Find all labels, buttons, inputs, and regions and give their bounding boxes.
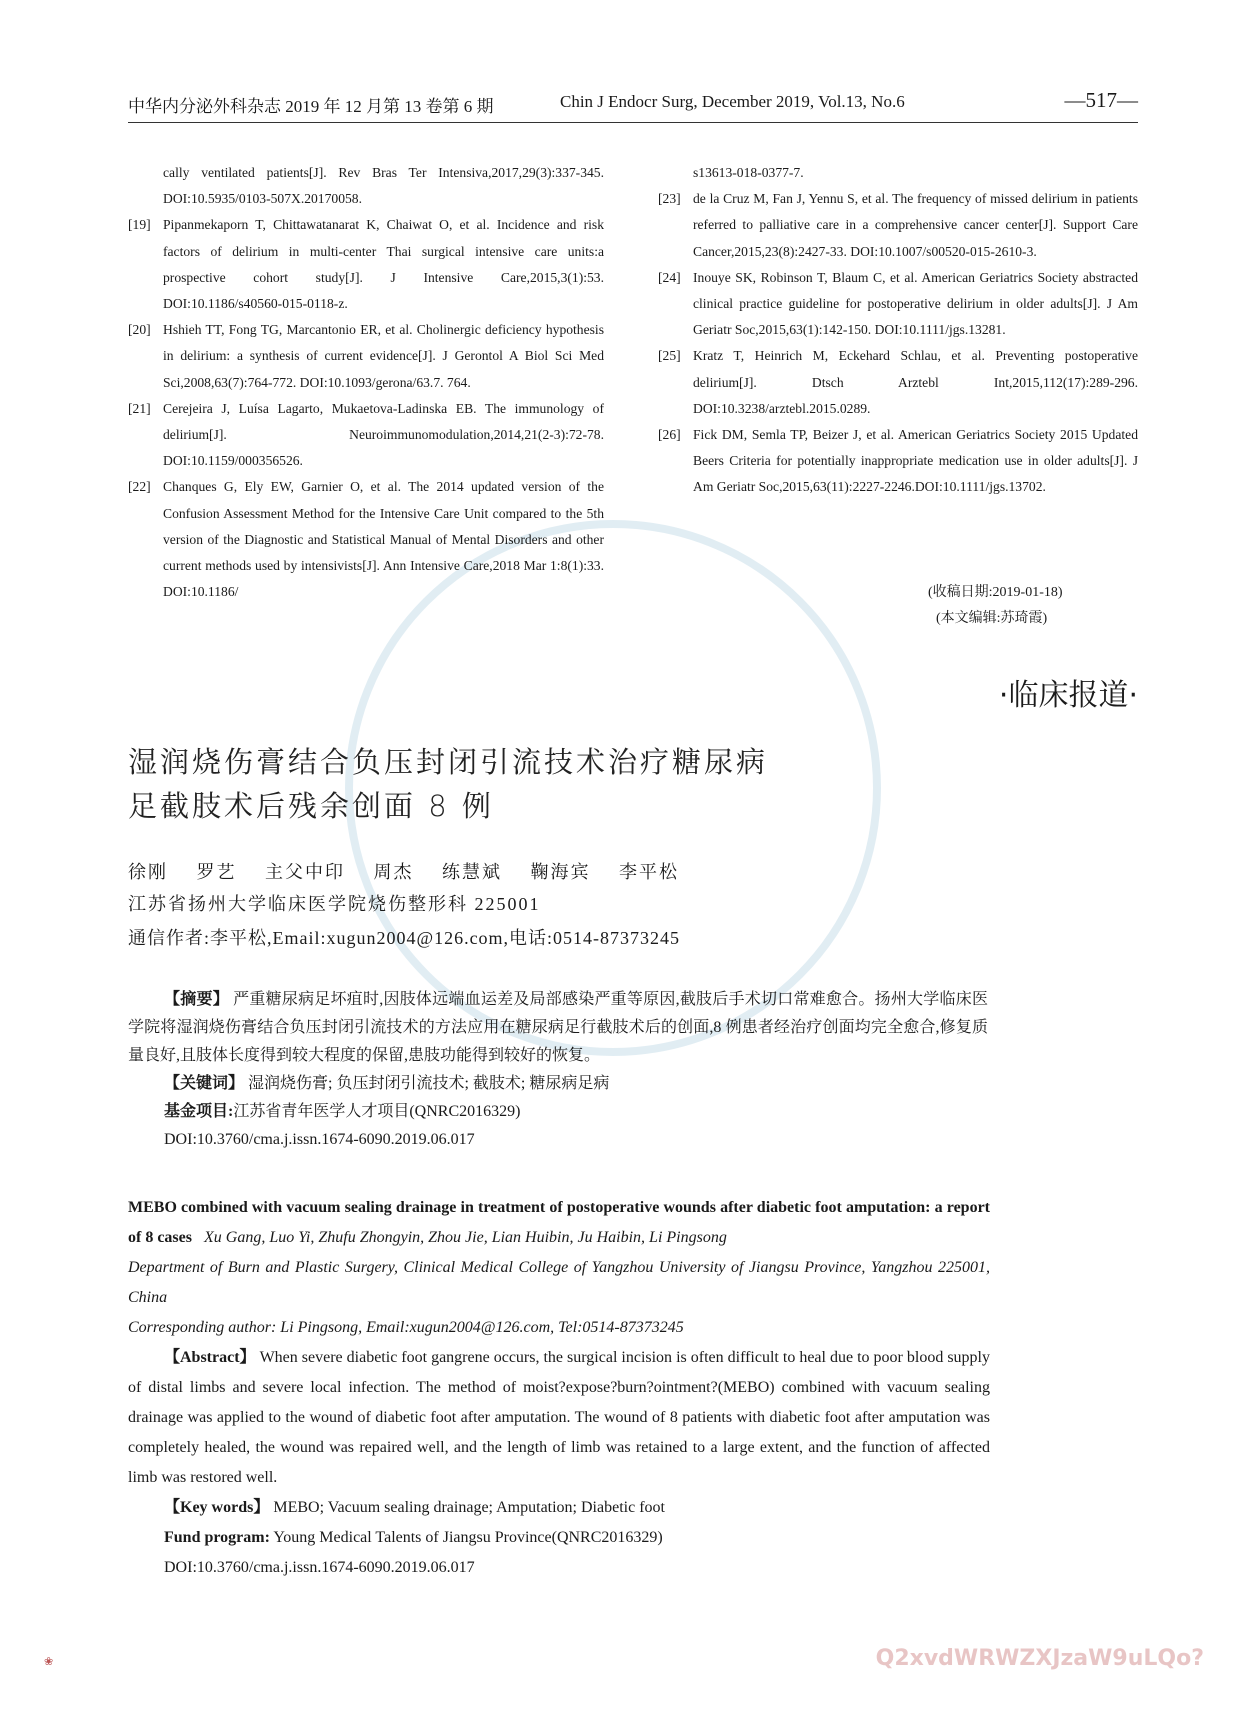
reference-item: [21] Cerejeira J, Luísa Lagarto, Mukaetova-Ladinska EB. The immunology of delirium[J]. Neuroimmunomodulation,2014,21(2-3):72-78. DOI:10.1159/000356526. [128, 400, 604, 469]
english-abstract [128, 1193, 990, 1583]
english-title-line [128, 1193, 990, 1253]
reference-item: [19] Pipanmekaporn T, Chittawatanarat K, Chaiwat O, et al. Incidence and risk factors of delirium in multi-center Thai surgical intensive care units:a prospective cohort study[J]. J Intensive Care,2015,3(1):53. DOI:10.1186/s40560-015-0118-z. [128, 217, 604, 312]
reference-item: s13613-018-0377-7. [693, 165, 804, 180]
doi-line: DOI:10.3760/cma.j.issn.1674-6090.2019.06.017 [164, 1131, 475, 1148]
english-keywords-line [128, 1493, 990, 1523]
title-line: 足截肢术后残余创面 8 例 [128, 789, 494, 823]
abstract-label: 【摘要】 [164, 991, 229, 1008]
references-right-column [658, 160, 1138, 501]
page-number: —517— [1064, 88, 1138, 112]
section-label: ·临床报道· [998, 678, 1138, 713]
english-abstract-label: 【Abstract】 [164, 1349, 256, 1366]
keywords-line [128, 1070, 988, 1098]
footer-watermark-code: Q2xvdWRWZXJzaW9uLQo? [875, 1646, 1204, 1671]
english-fund-label: Fund program: [164, 1529, 270, 1546]
reference-item: [26] Fick DM, Semla TP, Beizer J, et al. American Geriatrics Society 2015 Updated Beers Criteria for potentially inappropriate medication use in older adults[J]. J Am Geriatr Soc,2015,63(11):2227-2246.DOI:10.1111/jgs.13702. [658, 427, 1138, 495]
english-keywords-label: 【Key words】 [164, 1499, 270, 1516]
reference-item: [20] Hshieh TT, Fong TG, Marcantonio ER, et al. Cholinergic deficiency hypothesis in delirium: a synthesis of current evidence[J]. J Gerontol A Biol Sci Med Sci,2008,63(7):764-772. DOI:10.1093/gerona/63.7. 764. [128, 322, 604, 390]
received-date: (收稿日期:2019-01-18) [928, 585, 1063, 600]
english-title: MEBO combined with vacuum sealing drainage in treatment of postoperative wounds after diabetic foot amputation: a report of 8 cases [128, 1199, 990, 1246]
english-fund-text: Young Medical Talents of Jiangsu Province(QNRC2016329) [273, 1529, 663, 1546]
fund-label: 基金项目: [164, 1103, 234, 1120]
editor-note: (本文编辑:苏琦霞) [936, 611, 1048, 626]
keywords-label: 【关键词】 [164, 1075, 245, 1092]
english-authors: Xu Gang, Luo Yi, Zhufu Zhongyin, Zhou Jie, Lian Huibin, Ju Haibin, Li Pingsong [203, 1229, 727, 1246]
running-header [128, 88, 1138, 120]
header-journal-en: Chin J Endocr Surg, December 2019, Vol.13, No.6 [560, 92, 905, 111]
reference-item: [23] de la Cruz M, Fan J, Yennu S, et al. The frequency of missed delirium in patients referred to palliative care in a comprehensive cancer center[J]. Support Care Cancer,2015,23(8):2427-33. DOI:10.1007/s00520-015-2610-3. [658, 191, 1138, 259]
title-line: 湿润烧伤膏结合负压封闭引流技术治疗糖尿病 [128, 745, 769, 779]
header-rule [128, 122, 1138, 123]
abstract-text: 严重糖尿病足坏疽时,因肢体远端血运差及局部感染严重等原因,截肢后手术切口常难愈合。扬州大学临床医学院将湿润烧伤膏结合负压封闭引流技术的方法应用在糖尿病足行截肢术后的创面,8 例患者经治疗创面均完全愈合,修复质量良好,且肢体长度得到较大程度的保留,患肢功能得到较好的恢复。 [128, 991, 988, 1064]
abstract-paragraph [128, 986, 988, 1070]
keywords-text: 湿润烧伤膏; 负压封闭引流技术; 截肢术; 糖尿病足病 [248, 1075, 610, 1092]
author-list: 徐刚 罗艺 主父中印 周杰 练慧斌 鞠海宾 李平松 [128, 862, 679, 882]
header-journal-cn: 中华内分泌外科杂志 2019 年 12 月第 13 卷第 6 期 [128, 97, 494, 116]
english-keywords-text: MEBO; Vacuum sealing drainage; Amputation; Diabetic foot [273, 1499, 665, 1516]
reference-item: [22] Chanques G, Ely EW, Garnier O, et al. The 2014 updated version of the Confusion Assessment Method for the Intensive Care Unit compared to the 5th version of the Diagnostic and Statistical Manual of Mental Disorders and other current methods used by intensivists[J]. Ann Intensive Care,2018 Mar 1:8(1):33. DOI:10.1186/ [128, 479, 604, 600]
publisher-logo-icon: ❀ [44, 1656, 54, 1668]
chinese-abstract [128, 986, 988, 1154]
reference-item: [25] Kratz T, Heinrich M, Eckehard Schlau, et al. Preventing postoperative delirium[J]. Dtsch Arztebl Int,2015,112(17):289-296. DOI:10.3238/arztebl.2015.0289. [658, 348, 1138, 416]
affiliation: 江苏省扬州大学临床医学院烧伤整形科 225001 [128, 894, 541, 914]
corresponding-author: 通信作者:李平松,Email:xugun2004@126.com,电话:0514-87373245 [128, 928, 681, 948]
english-abstract-text: When severe diabetic foot gangrene occurs, the surgical incision is often difficult to heal due to poor blood supply of distal limbs and severe local infection. The method of moist?expose?burn?ointment?(MEBO) combined with vacuum sealing drainage was applied to the wound of diabetic foot after amputation. The wound of 8 patients with diabetic foot after amputation was completely healed, the wound was repaired well, and the length of limb was retained to a large extent, and the function of affected limb was restored well. [128, 1349, 991, 1486]
english-abstract-paragraph [128, 1343, 990, 1493]
english-fund-line [128, 1523, 990, 1553]
fund-text: 江苏省青年医学人才项目(QNRC2016329) [233, 1103, 521, 1120]
english-affiliation: Department of Burn and Plastic Surgery, Clinical Medical College of Yangzhou University of Jiangsu Province, Yangzhou 225001, China [128, 1259, 990, 1306]
article-title [128, 740, 928, 828]
fund-line [128, 1098, 988, 1126]
english-corresponding: Corresponding author: Li Pingsong, Email:xugun2004@126.com, Tel:0514-87373245 [128, 1319, 684, 1336]
references-left-column [128, 160, 604, 605]
english-doi-line: DOI:10.3760/cma.j.issn.1674-6090.2019.06.017 [164, 1559, 475, 1576]
reference-item: cally ventilated patients[J]. Rev Bras Ter Intensiva,2017,29(3):337-345. DOI:10.5935/0103-507X.20170058. [163, 165, 604, 207]
reference-item: [24] Inouye SK, Robinson T, Blaum C, et al. American Geriatrics Society abstracted clinical practice guideline for postoperative delirium in older adults[J]. J Am Geriatr Soc,2015,63(1):142-150. DOI:10.1111/jgs.13281. [658, 269, 1138, 338]
